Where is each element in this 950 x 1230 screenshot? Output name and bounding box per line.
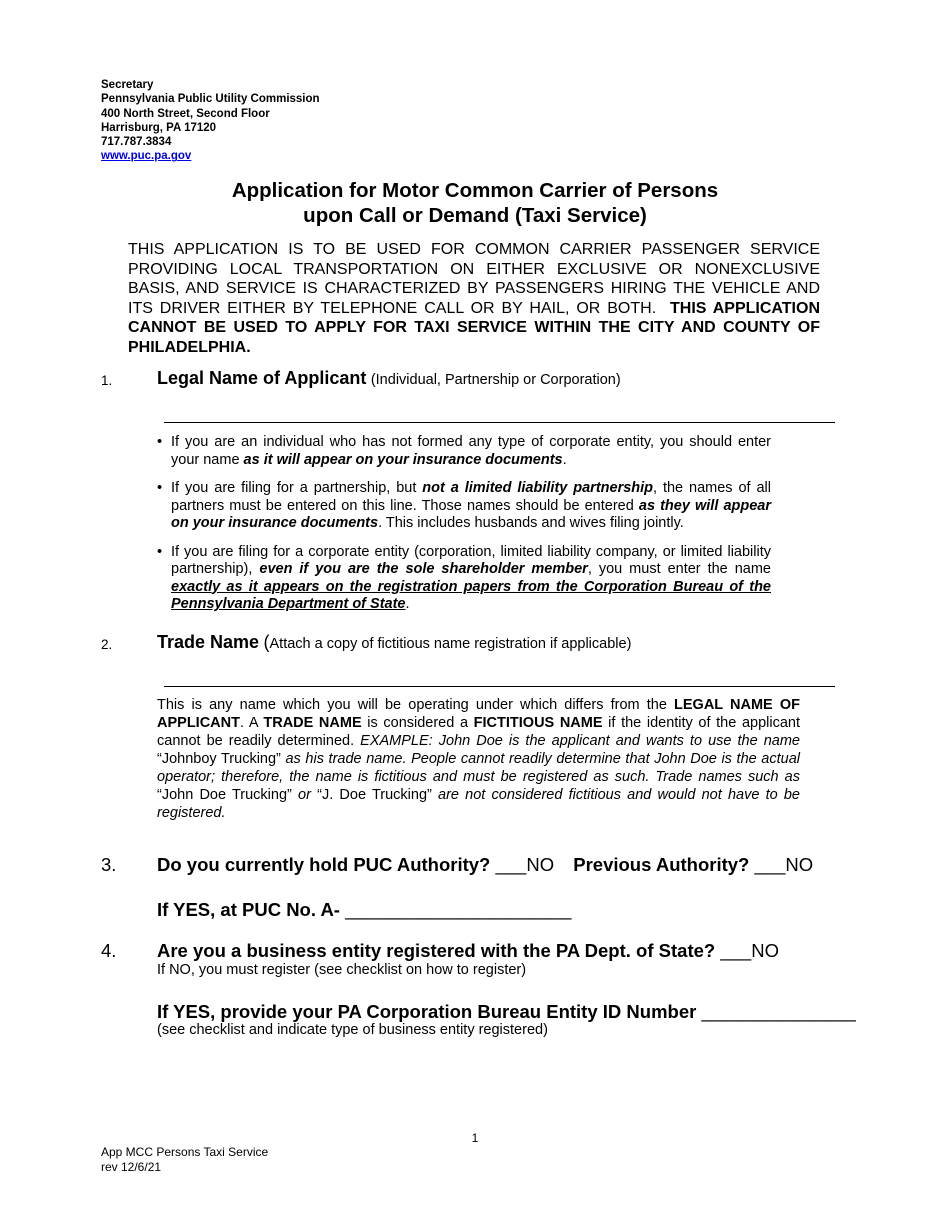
previous-authority-blank[interactable]: ___ xyxy=(754,854,786,875)
puc-number-label: If YES, at PUC No. A- xyxy=(157,899,340,920)
q2-heading-row: Trade Name (Attach a copy of fictitious name registration if applicable) xyxy=(157,632,632,652)
business-entity-answer: NO xyxy=(751,940,779,961)
address-line: 400 North Street, Second Floor xyxy=(101,107,270,120)
q4-row xyxy=(157,940,779,962)
list-item: • If you are filing for a partnership, but not a limited liability partnership, the names of all partners must be entered on this line. Those names should be entered as they will appear on your insurance documents. This includes husbands and wives filing jointly. xyxy=(157,480,771,533)
entity-id-note: (see checklist and indicate type of business entity registered) xyxy=(157,1022,548,1038)
document-title xyxy=(0,178,950,228)
entity-id-field[interactable]: _______________ xyxy=(701,1001,856,1022)
q3-number: 3. xyxy=(101,854,117,875)
footer xyxy=(101,1145,268,1174)
q4-question: Are you a business entity registered with the PA Dept. of State? xyxy=(157,940,716,961)
intro-paragraph xyxy=(128,240,820,357)
entity-id-label: If YES, provide your PA Corporation Bureau Entity ID Number xyxy=(157,1001,697,1022)
trade-name-explanation: This is any name which you will be operating under which differs from the LEGAL NAME OF APPLICANT. A TRADE NAME is considered a FICTITIOUS NAME if the identity of the applicant cannot be readily determined. EXAMPLE: John Doe is the applicant and wants to use the name “Johnboy Trucking” as his trade name. People cannot readily determine that John Doe is the actual operator; therefore, the name is fictitious and must be registered as such. Trade names such as “John Doe Trucking” or “J. Doe Trucking” are not considered fictitious and would not have to be registered. xyxy=(157,697,800,821)
q3-row xyxy=(157,854,813,876)
address-line: Pennsylvania Public Utility Commission xyxy=(101,93,320,106)
q1-heading-row xyxy=(157,368,621,389)
q1-bullets xyxy=(157,434,771,625)
business-entity-blank[interactable]: ___ xyxy=(720,940,752,961)
intro-warning: THIS APPLICATION CANNOT BE USED TO APPLY FOR TAXI SERVICE WITHIN THE CITY AND COUNTY OF PHILADELPHIA. xyxy=(128,299,821,356)
legal-name-field[interactable] xyxy=(164,402,835,423)
list-item: • If you are filing for a corporate entity (corporation, limited liability company, or limited liability partnership), even if you are the sole shareholder member, you must enter the name exactly as it appears on the registration papers from the Corporation Bureau of the Pennsylvania Department of State. xyxy=(157,544,771,614)
address-line: 717.787.3834 xyxy=(101,136,172,149)
entity-id-row xyxy=(157,1001,856,1023)
q1-sub: (Individual, Partnership or Corporation) xyxy=(370,372,621,388)
commission-address xyxy=(101,78,320,164)
address-line: Harrisburg, PA 17120 xyxy=(101,121,217,134)
q4-number: 4. xyxy=(101,940,117,961)
puc-number-row xyxy=(157,899,571,921)
title-line-2: upon Call or Demand (Taxi Service) xyxy=(303,204,647,227)
q1-heading: Legal Name of Applicant xyxy=(157,368,367,388)
puc-authority-blank[interactable]: ___ xyxy=(495,854,527,875)
q4-note: If NO, you must register (see checklist on how to register) xyxy=(157,962,527,978)
q3-question: Do you currently hold PUC Authority? xyxy=(157,854,491,875)
q3-prev-question: Previous Authority? xyxy=(573,854,750,875)
q1-number: 1. xyxy=(101,373,113,388)
puc-number-field[interactable]: ______________________ xyxy=(345,899,572,920)
q2-number: 2. xyxy=(101,637,113,652)
puc-authority-answer: NO xyxy=(526,854,555,875)
address-line: Secretary xyxy=(101,79,154,91)
title-line-1: Application for Motor Common Carrier of Persons xyxy=(231,179,719,202)
revision-date: rev 12/6/21 xyxy=(101,1159,162,1174)
page-number: 1 xyxy=(471,1131,479,1145)
intro-text: THIS APPLICATION IS TO BE USED FOR COMMON CARRIER PASSENGER SERVICE PROVIDING LOCAL TRANSPORTATION ON EITHER EXCLUSIVE OR NONEXCLUSIVE BASIS, AND SERVICE IS CHARACTERIZED BY PASSENGERS HIRING THE VEHICLE AND ITS DRIVER EITHER BY TELEPHONE CALL OR BY HAIL, OR BOTH. xyxy=(128,241,820,317)
previous-authority-answer: NO xyxy=(785,854,814,875)
q2-sub: Attach a copy of fictitious name registration if applicable) xyxy=(269,636,632,652)
trade-name-field[interactable] xyxy=(164,666,835,687)
q2-heading: Trade Name xyxy=(157,632,260,652)
website-link[interactable]: www.puc.pa.gov xyxy=(101,150,192,163)
list-item: • If you are an individual who has not formed any type of corporate entity, you should enter your name as it will appear on your insurance documents. xyxy=(157,434,771,469)
form-name: App MCC Persons Taxi Service xyxy=(101,1145,269,1159)
